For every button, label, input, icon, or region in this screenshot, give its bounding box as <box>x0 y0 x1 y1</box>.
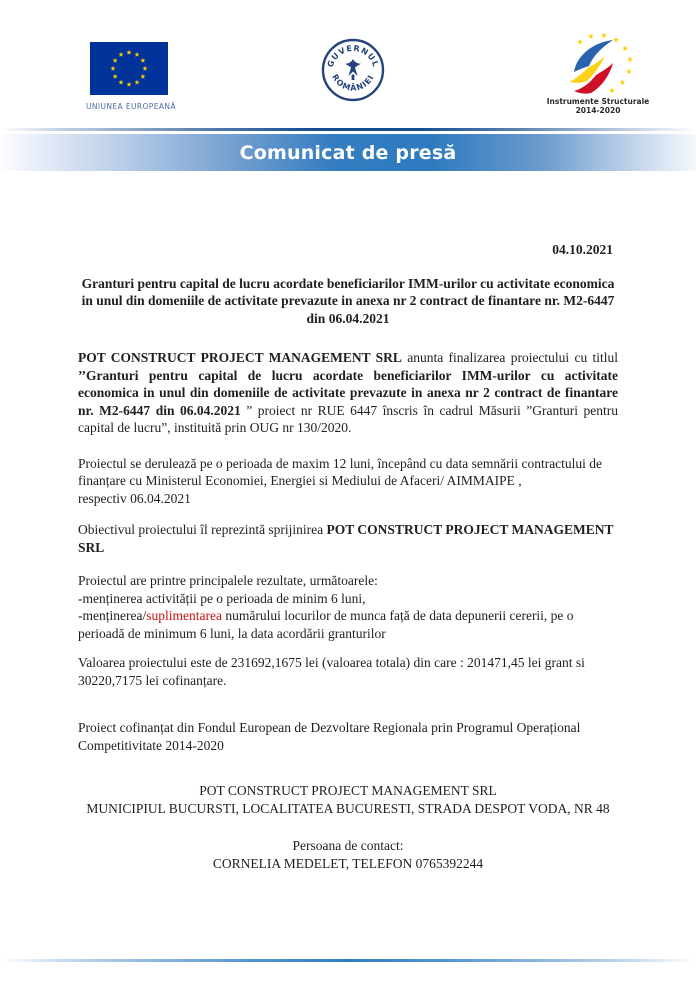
eu-flag-icon <box>90 42 168 95</box>
coat-of-arms-eagle-icon <box>345 59 361 80</box>
banner-title: Comunicat de presă <box>239 141 457 164</box>
top-gradient-rule <box>0 128 696 131</box>
results-item2-suffix: numărului locurilor de munca față de data depunerii cererii, pe o perioadă de minimum 6 luni, la data acordării granturilor <box>78 608 574 641</box>
duration-text: Proiectul se derulează pe o perioada de maxim 12 luni, începând cu data semnării contractului de finanțare cu Ministerul Economiei, Energiei si Mediului de Afaceri/ AIMMAIPE , <box>78 455 603 488</box>
paragraph-announcement <box>78 349 618 437</box>
document-content <box>0 171 696 872</box>
objective-company-bold: POT CONSTRUCT PROJECT MANAGEMENT SRL <box>78 522 614 555</box>
objective-text: Obiectivul proiectului îl reprezintă sprijinirea <box>78 522 327 537</box>
press-release-banner <box>0 134 696 171</box>
duration-date: respectiv 06.04.2021 <box>78 490 191 506</box>
instrumente-structurale-emblem-icon <box>552 31 644 95</box>
gov-seal-text-bottom: ROMÂNIEI <box>330 72 376 93</box>
project-title-bold: ’’Granturi pentru capital de lucru acordate beneficiarilor IMM-urilor cu activitate economica in unul din domeniile de activitate prevazute in anexa nr 2 contract de finantare nr. M2-6447 din 06.04.2021 <box>78 367 618 418</box>
contact-block <box>78 837 618 872</box>
contact-person-phone: CORNELIA MEDELET, TELEFON 0765392244 <box>212 855 484 871</box>
paragraph-duration <box>78 455 618 508</box>
gov-seal-text-top: GUVERNUL <box>325 43 381 69</box>
results-item2-red-highlight: suplimentarea <box>146 608 222 623</box>
paragraph-results <box>78 572 618 642</box>
paragraph-project-value: Valoarea proiectului este de 231692,1675 lei (valoarea totala) din care : 201471,45 lei grant si 30220,7175 lei cofinanțare. <box>78 655 585 688</box>
contact-label: Persoana de contact: <box>292 838 404 853</box>
results-item2-prefix: -menținerea/ <box>78 608 147 623</box>
document-date: 04.10.2021 <box>552 242 613 257</box>
is-label-line2: 2014-2020 <box>575 106 621 115</box>
logo-header <box>0 0 696 128</box>
address-location: MUNICIPIUL BUCURSTI, LOCALITATEA BUCURESTI, STRADA DESPOT VODA, NR 48 <box>86 800 610 816</box>
instrumente-structurale-logo <box>543 31 653 115</box>
instrumente-structurale-label <box>543 97 653 115</box>
results-intro: Proiectul are printre principalele rezultate, următoarele: <box>78 573 378 588</box>
eu-logo <box>86 42 176 111</box>
eu-logo-label: UNIUNEA EUROPEANĂ <box>86 102 176 111</box>
company-name-bold: POT CONSTRUCT PROJECT MANAGEMENT SRL <box>78 350 402 365</box>
document-title: Granturi pentru capital de lucru acordate beneficiarilor IMM-urilor cu activitate economica in unul din domeniile de activitate prevazute in anexa nr 2 contract de finantare nr. M2-6447 din 06.04.2021 <box>81 275 615 326</box>
is-label-line1: Instrumente Structurale <box>546 97 650 106</box>
company-address-block <box>78 782 618 817</box>
address-company-name: POT CONSTRUCT PROJECT MANAGEMENT SRL <box>199 783 497 798</box>
announcement-text-2: ” proiect nr RUE 6447 înscris în cadrul Măsurii ”Granturi pentru capital de lucru”, instituită prin OUG nr 130/2020. <box>78 402 619 435</box>
paragraph-objective <box>78 521 618 556</box>
announcement-text-1: anunta finalizarea proiectului cu titlul <box>401 350 618 365</box>
results-item-1: -menținerea activității pe o perioada de minim 6 luni, <box>78 590 366 606</box>
government-of-romania-seal-icon <box>321 38 385 102</box>
paragraph-cofinancing: Proiect cofinanțat din Fondul European de Dezvoltare Regionala prin Programul Operațional Competitivitate 2014-2020 <box>78 720 581 753</box>
results-item-2 <box>78 607 618 642</box>
bottom-gradient-rule <box>0 959 696 962</box>
